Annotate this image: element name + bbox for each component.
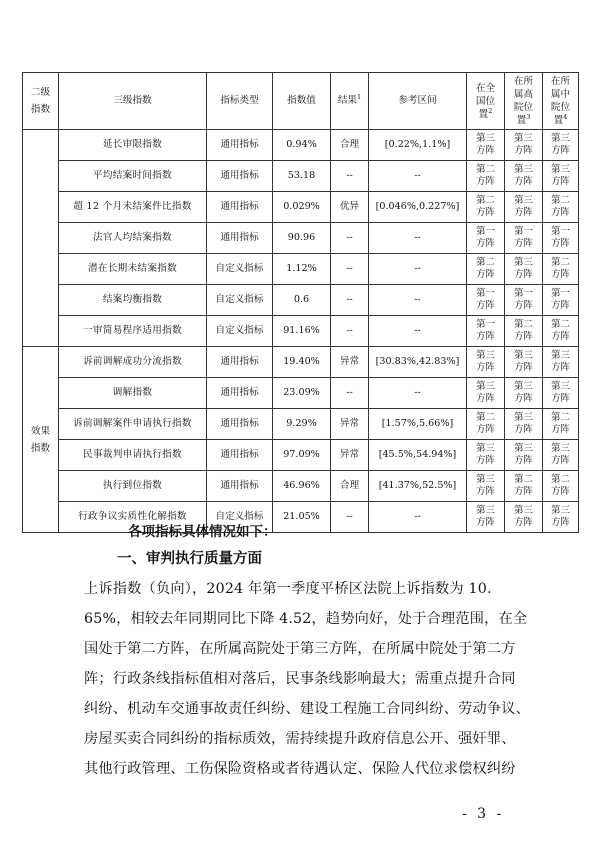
position-cell-mid [543, 502, 579, 533]
table-row [23, 347, 579, 378]
cell-type: 通用指标 [207, 223, 273, 254]
position-text: 第三方阵 [514, 195, 533, 218]
position-text: 第一方阵 [514, 288, 533, 311]
cell-type: 通用指标 [207, 378, 273, 409]
cell-type: 通用指标 [207, 347, 273, 378]
cell-result: -- [331, 502, 369, 533]
table-row [23, 502, 579, 533]
cell-range: [0.046%,0.227%] [369, 192, 467, 223]
position-text: 第三方阵 [514, 164, 533, 187]
paragraph-line: 其他行政管理、工伤保险资格或者待遇认定、保险人代位求偿权纠纷 [84, 761, 516, 777]
paragraph-line: 房屋买卖合同纠纷的指标质效，需持续提升政府信息公开、强奸罪、 [84, 731, 516, 747]
paragraph-line: 国处于第二方阵，在所属高院处于第三方阵，在所属中院处于第二方 [84, 641, 516, 657]
position-cell-high [505, 409, 543, 440]
paragraph-line: 阵；行政条线指标值相对落后，民事条线影响最大；需重点提升合同 [84, 671, 516, 687]
header-high-court [505, 73, 543, 130]
position-cell-high [505, 378, 543, 409]
position-text: 第三方阵 [551, 350, 570, 373]
cell-range: -- [369, 316, 467, 347]
header-national [467, 73, 505, 130]
cell-range: -- [369, 223, 467, 254]
table-row [23, 285, 579, 316]
cell-result: 合理 [331, 471, 369, 502]
header-level3: 三级指数 [59, 73, 207, 130]
cell-name: 法官人均结案指数 [59, 223, 207, 254]
position-text: 第二方阵 [476, 164, 495, 187]
cell-result: -- [331, 316, 369, 347]
table-row [23, 471, 579, 502]
position-text: 第三方阵 [551, 164, 570, 187]
position-text: 第一方阵 [476, 288, 495, 311]
intro-text: 各项指标具体情况如下： [128, 524, 277, 540]
page-number: - 3 - [462, 806, 505, 822]
cell-value: 0.6 [273, 285, 331, 316]
table-row [23, 409, 579, 440]
position-cell-mid [543, 130, 579, 161]
position-cell-mid [543, 378, 579, 409]
position-cell-mid [543, 192, 579, 223]
table-row [23, 223, 579, 254]
cell-value: 46.96% [273, 471, 331, 502]
cell-type: 通用指标 [207, 440, 273, 471]
cell-result: -- [331, 285, 369, 316]
paragraph-line: 上诉指数（负向），2024 年第一季度平桥区法院上诉指数为 10. [84, 581, 492, 597]
position-text: 第三方阵 [514, 257, 533, 280]
header-mid-court-sup: 4 [563, 112, 568, 121]
cell-type: 通用指标 [207, 409, 273, 440]
header-result [331, 73, 369, 130]
position-cell-high [505, 471, 543, 502]
cell-name: 潜在长期未结案指数 [59, 254, 207, 285]
position-text: 第二方阵 [551, 319, 570, 342]
cell-range: -- [369, 285, 467, 316]
position-cell-high [505, 192, 543, 223]
position-cell-mid [543, 254, 579, 285]
position-cell-high [505, 223, 543, 254]
group-cell-efficiency [23, 130, 59, 347]
cell-result: -- [331, 223, 369, 254]
position-text: 第一方阵 [514, 226, 533, 249]
cell-range: [0.22%,1.1%] [369, 130, 467, 161]
table-row [23, 378, 579, 409]
cell-name: 民事裁判申请执行指数 [59, 440, 207, 471]
position-text: 第三方阵 [551, 381, 570, 404]
cell-type: 通用指标 [207, 130, 273, 161]
cell-range: -- [369, 254, 467, 285]
table-header-row [23, 73, 579, 130]
position-cell-high [505, 347, 543, 378]
cell-type: 自定义指标 [207, 316, 273, 347]
position-text: 第三方阵 [514, 350, 533, 373]
position-text: 第二方阵 [476, 195, 495, 218]
position-cell-national [467, 347, 505, 378]
position-cell-mid [543, 440, 579, 471]
header-high-court-sup: 3 [526, 112, 531, 121]
cell-value: 9.29% [273, 409, 331, 440]
position-text: 第三方阵 [476, 381, 495, 404]
cell-result: 异常 [331, 409, 369, 440]
cell-range: -- [369, 502, 467, 533]
position-text: 第二方阵 [476, 412, 495, 435]
header-high-court-text: 在所属高院位置 [513, 76, 534, 126]
position-text: 第三方阵 [476, 474, 495, 497]
position-cell-mid [543, 161, 579, 192]
cell-result: 异常 [331, 347, 369, 378]
cell-range: -- [369, 378, 467, 409]
cell-value: 53.18 [273, 161, 331, 192]
cell-name: 调解指数 [59, 378, 207, 409]
position-text: 第二方阵 [551, 195, 570, 218]
paragraph-line: 纠纷、机动车交通事故责任纠纷、建设工程施工合同纠纷、劳动争议、 [84, 701, 531, 717]
position-cell-national [467, 223, 505, 254]
position-text: 第一方阵 [551, 288, 570, 311]
cell-result: 合理 [331, 130, 369, 161]
position-text: 第二方阵 [514, 474, 533, 497]
position-cell-mid [543, 471, 579, 502]
section-heading: 一、审判执行质量方面 [117, 551, 262, 567]
position-cell-national [467, 161, 505, 192]
header-result-text: 结果 [337, 94, 358, 106]
cell-value: 0.029% [273, 192, 331, 223]
table-row [23, 130, 579, 161]
position-text: 第三方阵 [551, 443, 570, 466]
position-cell-mid [543, 347, 579, 378]
cell-range: [45.5%,54.94%] [369, 440, 467, 471]
body-paragraph [84, 574, 531, 784]
cell-name: 执行到位指数 [59, 471, 207, 502]
table-row [23, 161, 579, 192]
header-level2-text: 二级指数 [30, 87, 51, 115]
cell-value: 1.12% [273, 254, 331, 285]
table-row [23, 316, 579, 347]
cell-name: 平均结案时间指数 [59, 161, 207, 192]
position-text: 第三方阵 [514, 443, 533, 466]
cell-type: 自定义指标 [207, 502, 273, 533]
position-text: 第二方阵 [551, 257, 570, 280]
cell-result: 异常 [331, 440, 369, 471]
cell-name: 延长审限指数 [59, 130, 207, 161]
position-cell-high [505, 502, 543, 533]
position-cell-mid [543, 316, 579, 347]
position-text: 第三方阵 [514, 381, 533, 404]
position-cell-national [467, 192, 505, 223]
position-cell-national [467, 316, 505, 347]
position-text: 第三方阵 [551, 505, 570, 528]
header-range: 参考区间 [369, 73, 467, 130]
table-row [23, 440, 579, 471]
cell-result: -- [331, 254, 369, 285]
position-cell-high [505, 254, 543, 285]
position-text: 第三方阵 [476, 350, 495, 373]
cell-range: [30.83%,42.83%] [369, 347, 467, 378]
position-cell-high [505, 285, 543, 316]
cell-value: 21.05% [273, 502, 331, 533]
cell-value: 97.09% [273, 440, 331, 471]
cell-name: 行政争议实质性化解指数 [59, 502, 207, 533]
position-cell-mid [543, 285, 579, 316]
header-type: 指标类型 [207, 73, 273, 130]
header-value: 指数值 [273, 73, 331, 130]
position-cell-high [505, 161, 543, 192]
header-level2 [23, 73, 59, 130]
cell-value: 91.16% [273, 316, 331, 347]
cell-value: 90.96 [273, 223, 331, 254]
position-text: 第二方阵 [551, 474, 570, 497]
position-text: 第三方阵 [514, 133, 533, 156]
position-text: 第三方阵 [476, 443, 495, 466]
position-cell-national [467, 130, 505, 161]
group-effect-text: 效果指数 [30, 425, 51, 454]
cell-result: -- [331, 378, 369, 409]
position-cell-mid [543, 409, 579, 440]
cell-result: 优异 [331, 192, 369, 223]
group-cell-effect [23, 347, 59, 533]
cell-range: [41.37%,52.5%] [369, 471, 467, 502]
position-text: 第一方阵 [551, 226, 570, 249]
cell-name: 诉前调解案件申请执行指数 [59, 409, 207, 440]
cell-range: -- [369, 161, 467, 192]
cell-range: [1.57%,5.66%] [369, 409, 467, 440]
position-cell-high [505, 316, 543, 347]
cell-name: 结案均衡指数 [59, 285, 207, 316]
paragraph-line: 65%，相较去年同期同比下降 4.52，趋势向好，处于合理范围，在全 [84, 611, 528, 627]
position-text: 第一方阵 [476, 319, 495, 342]
header-mid-court [543, 73, 579, 130]
cell-value: 19.40% [273, 347, 331, 378]
cell-name: 一审简易程序适用指数 [59, 316, 207, 347]
position-text: 第三方阵 [514, 412, 533, 435]
position-cell-national [467, 471, 505, 502]
position-text: 第二方阵 [551, 412, 570, 435]
table-row [23, 254, 579, 285]
cell-result: -- [331, 161, 369, 192]
position-cell-national [467, 409, 505, 440]
position-cell-high [505, 440, 543, 471]
position-cell-national [467, 440, 505, 471]
position-text: 第二方阵 [476, 257, 495, 280]
cell-name: 诉前调解成功分流指数 [59, 347, 207, 378]
position-cell-mid [543, 223, 579, 254]
position-text: 第三方阵 [476, 133, 495, 156]
cell-type: 通用指标 [207, 471, 273, 502]
position-text: 第二方阵 [514, 319, 533, 342]
cell-type: 通用指标 [207, 161, 273, 192]
cell-value: 0.94% [273, 130, 331, 161]
position-text: 第三方阵 [551, 133, 570, 156]
cell-type: 通用指标 [207, 192, 273, 223]
header-national-text: 在全国位置 [475, 82, 496, 120]
position-cell-high [505, 130, 543, 161]
table-row [23, 192, 579, 223]
position-text: 第一方阵 [476, 226, 495, 249]
position-cell-national [467, 254, 505, 285]
position-text: 第三方阵 [514, 505, 533, 528]
cell-type: 自定义指标 [207, 254, 273, 285]
header-result-sup: 1 [357, 92, 362, 101]
cell-name: 超 12 个月未结案件比指数 [59, 192, 207, 223]
position-cell-national [467, 285, 505, 316]
cell-type: 自定义指标 [207, 285, 273, 316]
header-mid-court-text: 在所属中院位置 [550, 76, 571, 126]
position-cell-national [467, 502, 505, 533]
position-text: 第三方阵 [476, 505, 495, 528]
cell-value: 23.09% [273, 378, 331, 409]
position-cell-national [467, 378, 505, 409]
header-national-sup: 2 [488, 106, 493, 115]
index-table [22, 72, 579, 533]
